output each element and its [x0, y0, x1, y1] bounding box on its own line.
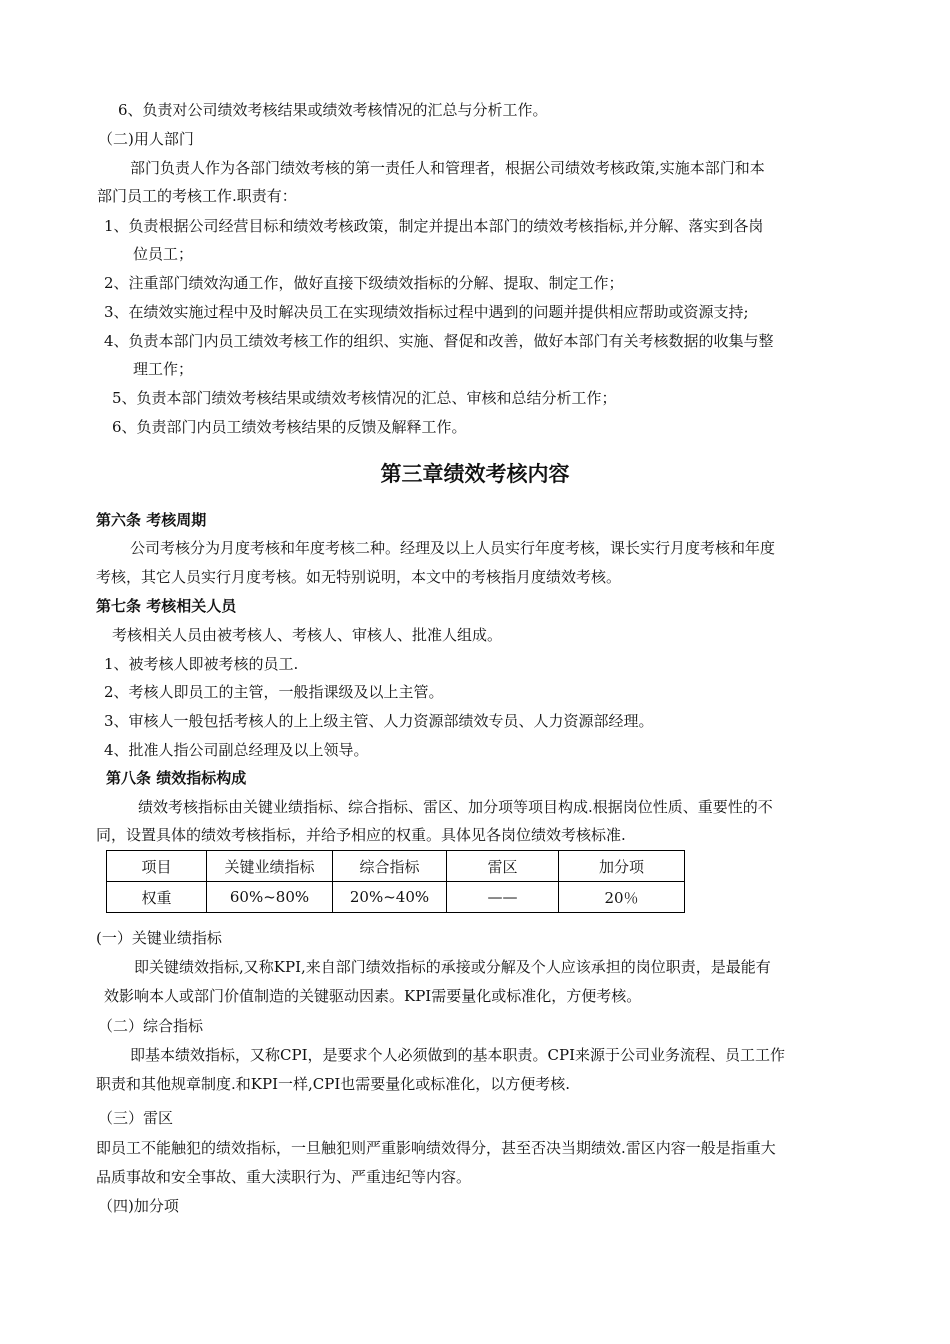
table-cell: 20％	[559, 882, 685, 913]
text-line: 位员工；	[133, 245, 194, 263]
table-row	[107, 882, 685, 913]
table-header-cell: 雷区	[447, 851, 559, 882]
section-heading: （三）雷区	[98, 1109, 174, 1127]
section-heading: (一）关键业绩指标	[96, 929, 222, 947]
list-item: 3、审核人一般包括考核人的上上级主管、人力资源部绩效专员、人力资源部经理。	[104, 712, 654, 730]
list-item: 2、考核人即员工的主管，一般指课级及以上主管。	[104, 683, 444, 701]
text-line: 部门员工的考核工作.职责有：	[97, 187, 297, 205]
text-line: 6、负责对公司绩效考核结果或绩效考核情况的汇总与分析工作。	[118, 101, 548, 119]
list-item: 3、在绩效实施过程中及时解决员工在实现绩效指标过程中遇到的问题并提供相应帮助或资源支持;	[104, 303, 749, 321]
text-line: 考核相关人员由被考核人、考核人、审核人、批准人组成。	[112, 626, 503, 644]
text-line: 同，设置具体的绩效考核指标，并给予相应的权重。具体见各岗位绩效考核标准.	[96, 826, 626, 844]
text-line: 公司考核分为月度考核和年度考核二种。经理及以上人员实行年度考核，课长实行月度考核和年度	[130, 539, 776, 557]
text-line: 考核，其它人员实行月度考核。如无特别说明，本文中的考核指月度绩效考核。	[96, 568, 622, 586]
table-header-cell: 关键业绩指标	[207, 851, 333, 882]
weight-table	[106, 850, 685, 913]
table-header-cell: 综合指标	[333, 851, 447, 882]
list-item: 5、负责本部门绩效考核结果或绩效考核情况的汇总、审核和总结分析工作；	[112, 389, 617, 407]
text-line: 效影响本人或部门价值制造的关键驱动因素。KPI需要量化或标准化，方便考核。	[104, 987, 642, 1005]
article-heading: 第八条 绩效指标构成	[106, 769, 247, 787]
list-item: 4、批准人指公司副总经理及以上领导。	[104, 741, 369, 759]
text-line: 理工作；	[133, 360, 194, 378]
table-header-row	[107, 851, 685, 882]
text-line: 绩效考核指标由关键业绩指标、综合指标、雷区、加分项等项目构成.根据岗位性质、重要性的不	[138, 798, 773, 816]
table-cell: 20%~40%	[333, 882, 447, 913]
article-heading: 第七条 考核相关人员	[96, 597, 237, 615]
list-item: 4、负责本部门内员工绩效考核工作的组织、实施、督促和改善，做好本部门有关考核数据的收集与整	[104, 332, 774, 350]
list-item: 2、注重部门绩效沟通工作，做好直接下级绩效指标的分解、提取、制定工作；	[104, 274, 624, 292]
table-header-cell: 项目	[107, 851, 207, 882]
list-item: 1、负责根据公司经营目标和绩效考核政策，制定并提出本部门的绩效考核指标,并分解、落实到各岗	[104, 217, 764, 235]
article-heading: 第六条 考核周期	[96, 511, 207, 529]
text-line: 品质事故和安全事故、重大渎职行为、严重违纪等内容。	[96, 1168, 472, 1186]
table-header-cell: 加分项	[559, 851, 685, 882]
text-line: 职责和其他规章制度.和KPI一样,CPI也需要量化或标准化，以方便考核.	[96, 1075, 571, 1093]
section-heading: （二）综合指标	[98, 1017, 204, 1035]
list-item: 1、被考核人即被考核的员工.	[104, 655, 299, 673]
list-item: 6、负责部门内员工绩效考核结果的反馈及解释工作。	[112, 418, 467, 436]
text-line: 即员工不能触犯的绩效指标，一旦触犯则严重影响绩效得分，甚至否决当期绩效.雷区内容一般是指重大	[96, 1139, 776, 1157]
section-heading: （二)用人部门	[98, 130, 194, 148]
section-heading: （四)加分项	[98, 1197, 179, 1215]
text-line: 即基本绩效指标，又称CPI，是要求个人必须做到的基本职责。CPI来源于公司业务流程、员工工作	[130, 1046, 785, 1064]
text-line: 部门负责人作为各部门绩效考核的第一责任人和管理者，根据公司绩效考核政策,实施本部门和本	[130, 159, 765, 177]
chapter-title: 第三章绩效考核内容	[380, 462, 570, 486]
table-cell: ——	[447, 882, 559, 913]
text-line: 即关键绩效指标,又称KPI,来自部门绩效指标的承接或分解及个人应该承担的岗位职责，是最能有	[134, 958, 771, 976]
table-cell: 60%~80%	[207, 882, 333, 913]
table-cell: 权重	[107, 882, 207, 913]
